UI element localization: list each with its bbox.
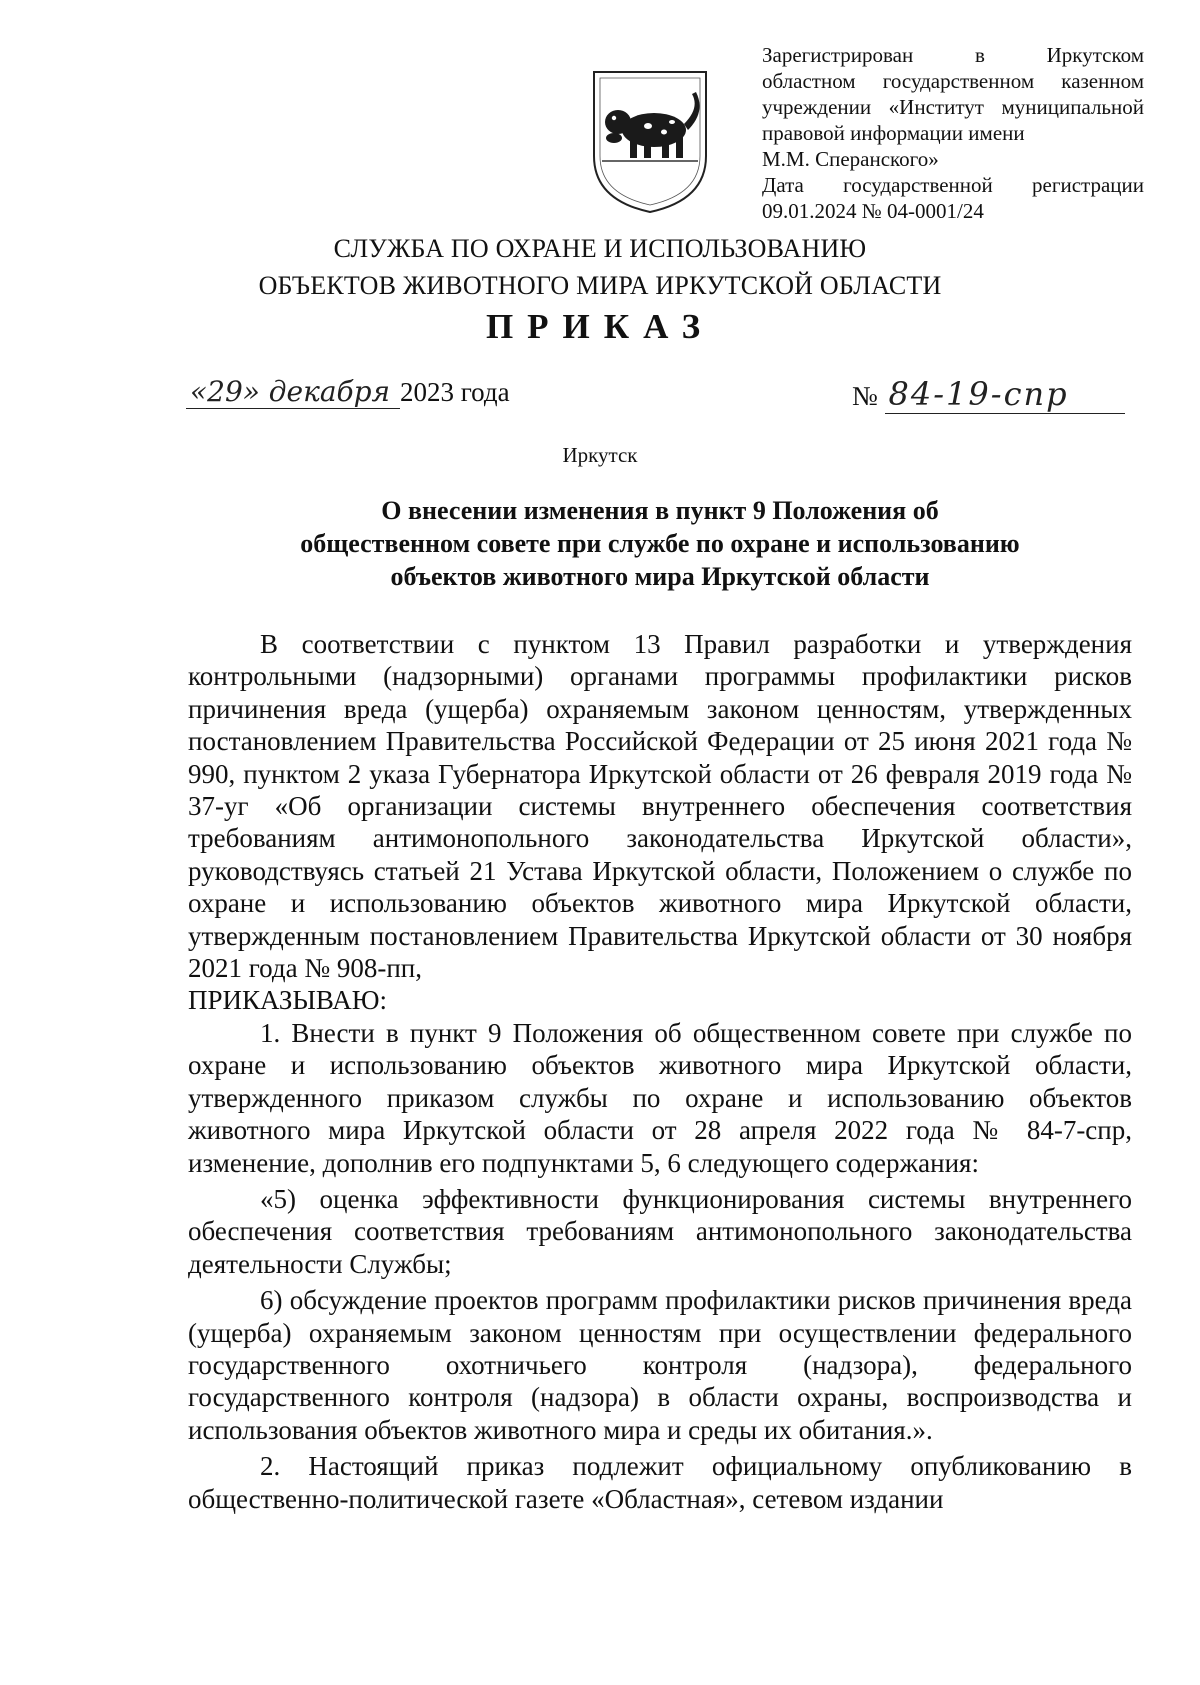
heading-line: объектов животного мира Иркутской области bbox=[390, 562, 930, 591]
order-heading bbox=[188, 494, 1132, 593]
number-sign: № bbox=[852, 381, 878, 411]
irkutsk-coat-of-arms-icon bbox=[588, 68, 712, 216]
registration-number: 09.01.2024 № 04-0001/24 bbox=[762, 199, 984, 223]
registration-stamp bbox=[762, 42, 1144, 224]
registration-line: Зарегистрирован в Иркутском bbox=[762, 43, 1144, 67]
agency-line: СЛУЖБА ПО ОХРАНЕ И ИСПОЛЬЗОВАНИЮ bbox=[333, 234, 867, 263]
document-body bbox=[188, 628, 1132, 1515]
subitem-6-paragraph: 6) обсуждение проектов программ профилактики рисков причинения вреда (ущерба) охраняемым законом ценностям при осуществлении федерального государственного охотничьего контроля (надзора), федерального государственного контроля (надзора) в области охраны, воспроизводства и использования объектов животного мира и среды их обитания.». bbox=[188, 1285, 1132, 1445]
order-word: ПРИКАЗЫВАЮ: bbox=[188, 985, 387, 1016]
document-title: ПРИКАЗ bbox=[485, 307, 715, 346]
preamble-paragraph: В соответствии с пунктом 13 Правил разработки и утверждения контрольными (надзорными) органами программы профилактики рисков причинения вреда (ущерба) охраняемым законом ценностям, утвержденных постановлением Правительства Российской Федерации от 25 июня 2021 года № 990, пунктом 2 указа Губернатора Иркутской области от 26 февраля 2019 года № 37-уг «Об организации системы внутреннего обеспечения соответствия требованиям антимонопольного законодательства Иркутской области», руководствуясь статьей 21 Устава Иркутской области, Положением о службе по охране и использованию объектов животного мира Иркутской области, утвержденным постановлением Правительства Иркутской области от 30 ноября 2021 года № 908-пп, bbox=[188, 629, 1132, 984]
item-2-paragraph: 2. Настоящий приказ подлежит официальному опубликованию в общественно-политической газете «Областная», сетевом издании bbox=[188, 1451, 1132, 1514]
item-1-paragraph: 1. Внести в пункт 9 Положения об общественном совете при службе по охране и использованию объектов животного мира Иркутской области, утвержденного приказом службы по охране и использованию объектов животного мира Иркутской области от 28 апреля 2022 года № 84-7-спр, изменение, дополнив его подпунктами 5, 6 следующего содержания: bbox=[188, 1017, 1132, 1178]
handwritten-number: 84-19-спр bbox=[885, 375, 1125, 414]
agency-line: ОБЪЕКТОВ ЖИВОТНОГО МИРА ИРКУТСКОЙ ОБЛАСТИ bbox=[258, 271, 942, 300]
registration-line: правовой информации имени bbox=[762, 121, 1025, 145]
registration-line: учреждении «Институт муниципальной bbox=[762, 95, 1144, 119]
subitem-5-paragraph: «5) оценка эффективности функционирования системы внутреннего обеспечения соответствия требованиям антимонопольного законодательства деятельности Службы; bbox=[188, 1183, 1132, 1279]
registration-line: областном государственном казенном bbox=[762, 69, 1144, 93]
registration-line: М.М. Сперанского» bbox=[762, 147, 939, 171]
handwritten-date: «29» декабря bbox=[186, 375, 400, 409]
registration-line: Дата государственной регистрации bbox=[762, 173, 1144, 197]
order-date bbox=[186, 375, 510, 425]
order-number bbox=[852, 375, 1125, 425]
heading-line: общественном совете при службе по охране и использованию bbox=[300, 529, 1020, 558]
heading-line: О внесении изменения в пункт 9 Положения об bbox=[381, 496, 939, 525]
agency-name bbox=[0, 230, 1200, 304]
city: Иркутск bbox=[562, 443, 638, 467]
order-year: 2023 года bbox=[400, 377, 510, 407]
